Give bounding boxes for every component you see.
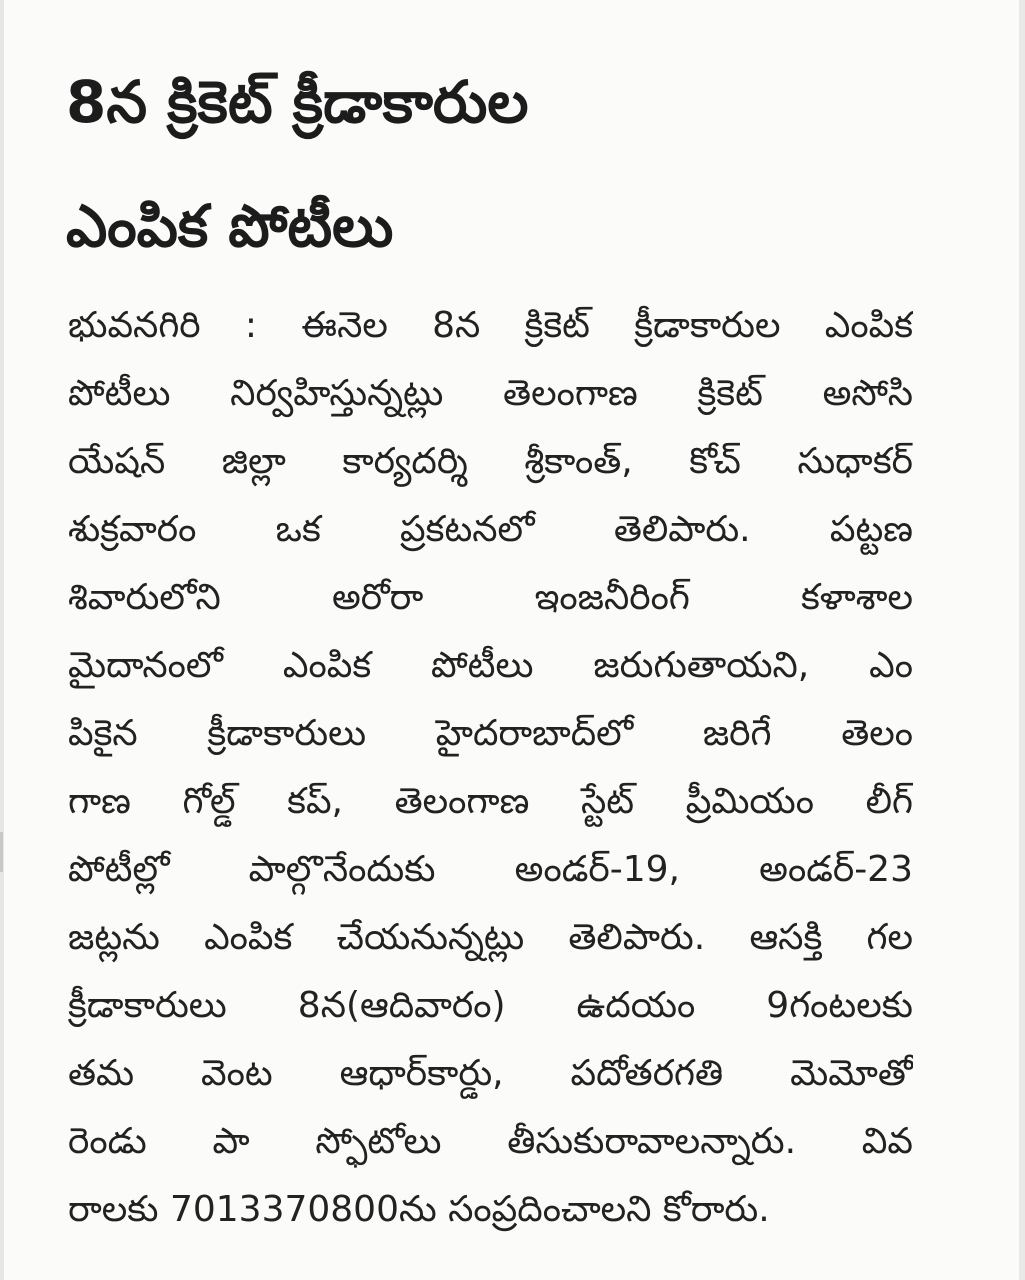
body-line: రెండు పా స్ఫోటోలు తీసుకురావాలన్నారు. వివ: [68, 1121, 913, 1162]
body-line: భువనగిరి : ఈనెల 8న క్రికెట్ క్రీడాకారుల ఎంపిక: [68, 305, 913, 346]
body-line: పికైన క్రీడాకారులు హైదరాబాద్‌లో జరిగే తెలం: [68, 713, 913, 754]
clipping-left-edge: [0, 0, 4, 1280]
body-line: పోటీల్లో పాల్గొనేందుకు అండర్-19, అండర్-23: [68, 849, 913, 890]
headline-line: ఎంపిక పోటీలు: [66, 192, 394, 260]
headline-line: 8న క్రికెట్ క్రీడాకారుల: [66, 68, 529, 136]
article-headline: [66, 40, 966, 288]
article-body: [68, 292, 913, 1244]
body-line: యేషన్ జిల్లా కార్యదర్శి శ్రీకాంత్, కోచ్ సుధాకర్: [68, 441, 913, 482]
body-line: జట్లను ఎంపిక చేయనున్నట్లు తెలిపారు. ఆసక్తి గల: [68, 917, 913, 958]
body-line: తమ వెంట ఆధార్‌కార్డు, పదోతరగతి మెమోతో: [68, 1053, 913, 1094]
body-line: క్రీడాకారులు 8న(ఆదివారం) ఉదయం 9గంటలకు: [68, 985, 913, 1026]
clipping-right-edge: [1019, 0, 1025, 1280]
body-line: రాలకు 7013370800ను సంప్రదించాలని కోరారు.: [68, 1189, 770, 1230]
body-line: శివారులోని అరోరా ఇంజనీరింగ్ కళాశాల: [68, 577, 913, 618]
body-line: గాణ గోల్డ్ కప్, తెలంగాణ స్టేట్ ప్రీమియం లీగ్: [68, 781, 913, 822]
body-line: పోటీలు నిర్వహిస్తున్నట్లు తెలంగాణ క్రికెట్ అసోసి: [68, 373, 913, 414]
body-line: మైదానంలో ఎంపిక పోటీలు జరుగుతాయని, ఎం: [68, 645, 913, 686]
body-line: శుక్రవారం ఒక ప్రకటనలో తెలిపారు. పట్టణ: [68, 509, 913, 550]
paper-crease-mark: [0, 832, 3, 872]
